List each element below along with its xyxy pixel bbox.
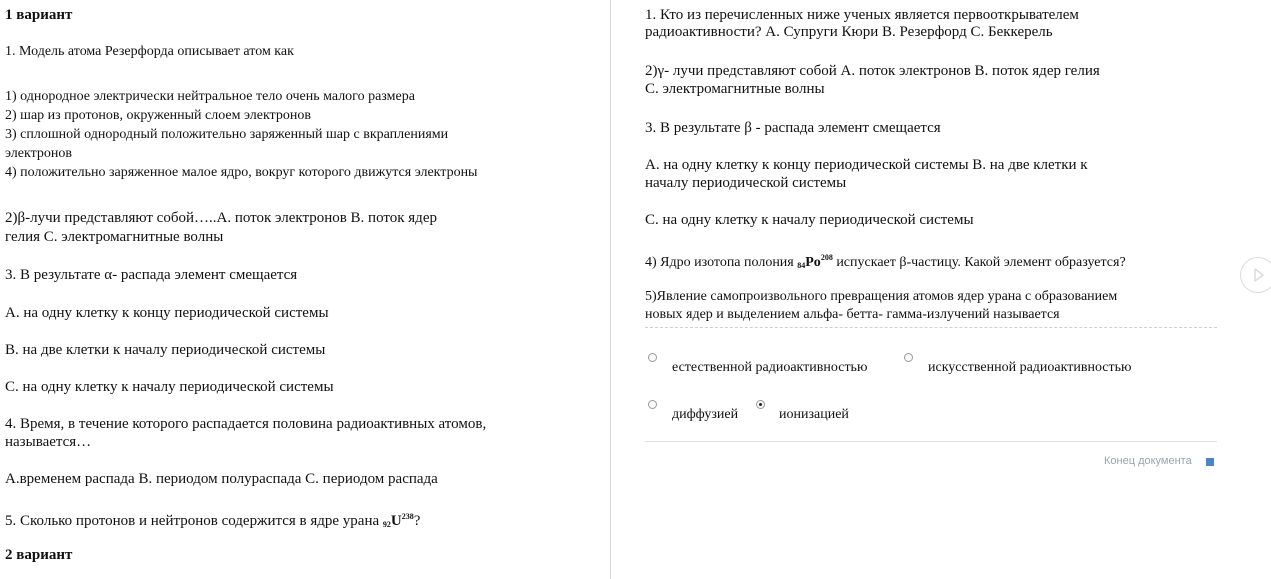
r-question-5-line-2: новых ядер и выделением альфа- бетта- гамма-излучений называется bbox=[645, 307, 1060, 322]
radio-label-artificial-radioactivity[interactable]: искусственной радиоактивностью bbox=[928, 360, 1132, 375]
r-q3-answer-c: С. на одну клетку к началу периодической системы bbox=[645, 212, 974, 228]
r-question-4 bbox=[645, 248, 1126, 275]
end-separator bbox=[645, 441, 1217, 442]
q5-text: 5. Сколько протонов и нейтронов содержится в ядре урана bbox=[5, 513, 383, 529]
question-2-line-2: гелия С. электромагнитные волны bbox=[5, 229, 224, 245]
radio-diffusion[interactable] bbox=[648, 400, 657, 409]
radio-ionization[interactable] bbox=[756, 400, 765, 409]
q5-suffix: ? bbox=[413, 513, 421, 529]
r-question-1-line-1: 1. Кто из перечисленных ниже ученых является первооткрывателем bbox=[645, 7, 1079, 23]
question-1: 1. Модель атома Резерфорда описывает атом как bbox=[5, 44, 294, 59]
q1-option-3: 3) сплошной однородный положительно заряженный шар с вкраплениями bbox=[5, 127, 449, 142]
r-q3-answers-line-1: А. на одну клетку к концу периодической системы В. на две клетки к bbox=[645, 157, 1088, 173]
r-q4-suffix: испускает β-частицу. Какой элемент образуется? bbox=[832, 255, 1126, 270]
variant-2-title: 2 вариант bbox=[5, 547, 73, 563]
q4-answers: А.временем распада В. периодом полураспада С. периодом распада bbox=[5, 471, 438, 487]
variant-1-title: 1 вариант bbox=[5, 7, 73, 23]
next-page-button[interactable] bbox=[1240, 257, 1271, 293]
radio-label-natural-radioactivity[interactable]: естественной радиоактивностью bbox=[672, 360, 868, 375]
r-q3-answers-line-2: началу периодической системы bbox=[645, 175, 847, 191]
q5-element-symbol: U bbox=[390, 513, 402, 529]
r-question-2-line-2: С. электромагнитные волны bbox=[645, 81, 825, 97]
r-question-3: 3. В результате β - распада элемент смещается bbox=[645, 120, 941, 136]
radio-label-diffusion[interactable]: диффузией bbox=[672, 407, 739, 422]
question-4-line-2: называется… bbox=[5, 434, 92, 450]
r-question-2-line-1: 2)γ- лучи представляют собой А. поток электронов В. поток ядер гелия bbox=[645, 63, 1100, 79]
question-5 bbox=[5, 508, 420, 534]
question-4-line-1: 4. Время, в течение которого распадается половина радиоактивных атомов, bbox=[5, 416, 487, 432]
radio-artificial-radioactivity[interactable] bbox=[904, 353, 913, 362]
r-q4-element-symbol: Po bbox=[805, 255, 821, 270]
dashed-separator bbox=[645, 327, 1217, 328]
r-question-5-line-1: 5)Явление самопроизвольного превращения атомов ядер урана с образованием bbox=[645, 289, 1118, 304]
q1-option-1: 1) однородное электрически нейтральное тело очень малого размера bbox=[5, 89, 415, 104]
radio-label-ionization[interactable]: ионизацией bbox=[779, 407, 849, 422]
q5-mass-number: 238 bbox=[401, 512, 414, 521]
radio-natural-radioactivity[interactable] bbox=[648, 353, 657, 362]
q1-option-3-cont: электронов bbox=[5, 146, 72, 161]
q3-answer-a: А. на одну клетку к концу периодической системы bbox=[5, 305, 329, 321]
q3-answer-b: В. на две клетки к началу периодической системы bbox=[5, 342, 326, 358]
q1-option-2: 2) шар из протонов, окруженный слоем электронов bbox=[5, 108, 311, 123]
q5-atomic-number: 92 bbox=[382, 520, 391, 529]
column-divider bbox=[610, 0, 611, 579]
q1-option-4: 4) положительно заряженное малое ядро, вокруг которого движутся электроны bbox=[5, 165, 478, 180]
question-2-line-1: 2)β-лучи представляют собой…..А. поток электронов В. поток ядер bbox=[5, 210, 437, 226]
question-3: 3. В результате α- распада элемент смещается bbox=[5, 267, 298, 283]
q3-answer-c: С. на одну клетку к началу периодической системы bbox=[5, 379, 334, 395]
r-question-1-line-2: радиоактивности? А. Супруги Кюри В. Резерфорд С. Беккерель bbox=[645, 24, 1053, 40]
r-q4-text: 4) Ядро изотопа полония bbox=[645, 255, 798, 270]
chevron-right-icon bbox=[1254, 268, 1264, 282]
r-q4-mass-number: 208 bbox=[820, 253, 833, 262]
end-of-document-marker bbox=[1206, 458, 1214, 466]
end-of-document-label: Конец документа bbox=[1104, 455, 1192, 467]
r-q4-atomic-number: 84 bbox=[797, 261, 806, 270]
